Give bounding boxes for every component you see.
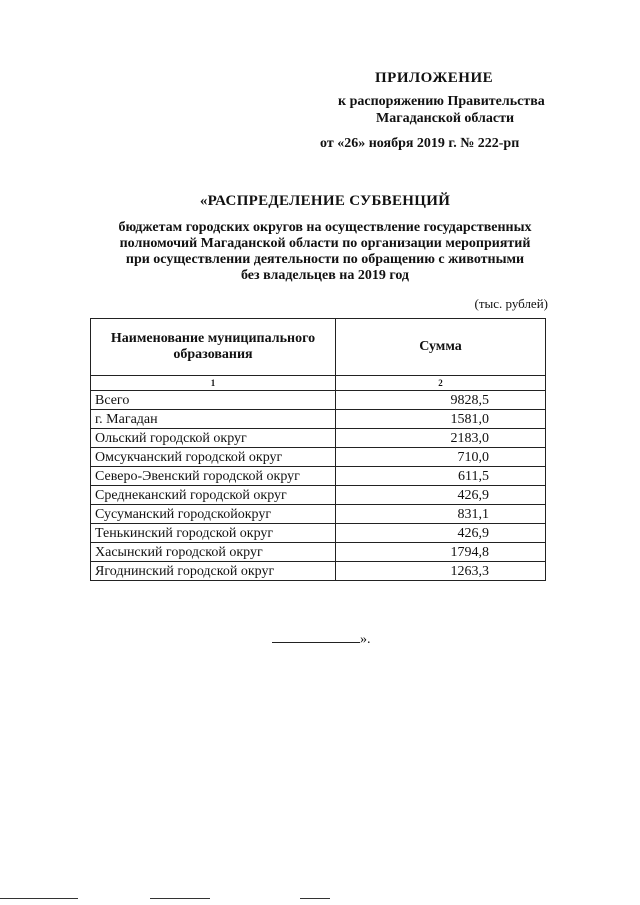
subtitle-line: при осуществлении деятельности по обращению с животными <box>125 252 525 267</box>
amount-value: 710,0 <box>336 448 546 467</box>
header-amount: Сумма <box>336 319 546 376</box>
appendix-block <box>300 70 600 152</box>
amount-value: 426,9 <box>336 486 546 505</box>
subtitle-line: полномочий Магаданской области по организации мероприятий <box>119 236 531 251</box>
closing-underline <box>272 642 360 643</box>
document-title: «РАСПРЕДЕЛЕНИЕ СУБВЕНЦИЙ <box>199 193 451 209</box>
municipality-name: Ягоднинский городской округ <box>91 562 336 581</box>
index-cell: 1 <box>91 376 336 391</box>
scan-edge-line <box>150 898 210 899</box>
subtitle-line: бюджетам городских округов на осуществление государственных <box>118 220 532 235</box>
municipality-name: Северо-Эвенский городской округ <box>91 467 336 486</box>
municipality-name: Среднеканский городской округ <box>91 486 336 505</box>
municipality-name: Хасынский городской округ <box>91 543 336 562</box>
amount-value: 1794,8 <box>336 543 546 562</box>
appendix-line-2: Магаданской области <box>376 111 515 126</box>
subsidy-table <box>90 318 546 581</box>
amount-value: 426,9 <box>336 524 546 543</box>
table-row <box>91 448 546 467</box>
header-municipality: Наименование муниципального образования <box>91 319 336 376</box>
document-heading <box>80 193 570 284</box>
appendix-line-1: к распоряжению Правительства <box>338 94 545 109</box>
appendix-title: ПРИЛОЖЕНИЕ <box>375 70 494 86</box>
municipality-name: Всего <box>91 391 336 410</box>
closing-mark <box>272 632 371 648</box>
amount-value: 9828,5 <box>336 391 546 410</box>
municipality-name: Сусуманский городскойокруг <box>91 505 336 524</box>
units-label: (тыс. рублей) <box>474 296 548 311</box>
table-header-row <box>91 319 546 376</box>
municipality-name: Ольский городской округ <box>91 429 336 448</box>
amount-value: 831,1 <box>336 505 546 524</box>
index-cell: 2 <box>336 376 546 391</box>
table-row <box>91 486 546 505</box>
table-row <box>91 505 546 524</box>
amount-value: 611,5 <box>336 467 546 486</box>
table-row <box>91 467 546 486</box>
closing-quote: ». <box>360 632 371 647</box>
appendix-date-line: от «26» ноября 2019 г. № 222-рп <box>320 136 520 151</box>
table-row <box>91 391 546 410</box>
amount-value: 1263,3 <box>336 562 546 581</box>
municipality-name: Тенькинский городской округ <box>91 524 336 543</box>
scan-edge-line <box>0 898 78 899</box>
table-row <box>91 429 546 448</box>
amount-value: 2183,0 <box>336 429 546 448</box>
table-row <box>91 524 546 543</box>
scan-edge-line <box>300 898 330 899</box>
table-row <box>91 410 546 429</box>
table-index-row <box>91 376 546 391</box>
municipality-name: г. Магадан <box>91 410 336 429</box>
municipality-name: Омсукчанский городской округ <box>91 448 336 467</box>
document-subtitle <box>80 220 570 284</box>
table-row <box>91 543 546 562</box>
amount-value: 1581,0 <box>336 410 546 429</box>
subtitle-line: без владельцев на 2019 год <box>240 268 410 283</box>
table-row <box>91 562 546 581</box>
